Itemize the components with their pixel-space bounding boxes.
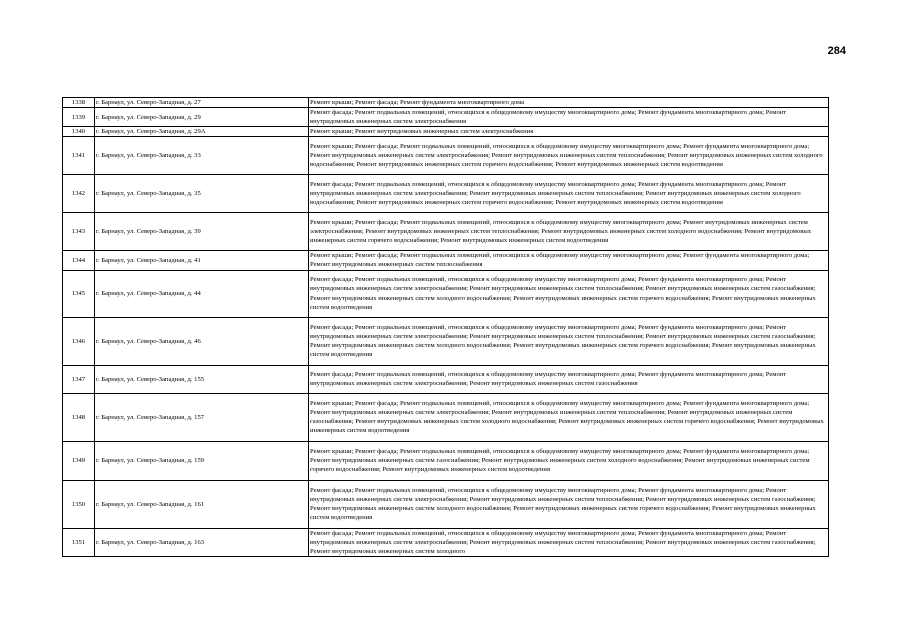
row-address: г. Барнаул, ул. Северо-Западная, д. 44 <box>95 270 309 317</box>
row-works: Ремонт фасада; Ремонт подвальных помещений, относящихся к общедомовому имуществу многоквартирного дома; Ремонт фундамента многоквартирного дома; Ремонт внутридомовых инженерных систем электроснабжения <box>309 108 829 127</box>
table-row <box>63 98 829 108</box>
row-works: Ремонт фасада; Ремонт подвальных помещений, относящихся к общедомовому имуществу многоквартирного дома; Ремонт фундамента многоквартирного дома; Ремонт внутридомовых инженерных систем электроснабжения; Ремонт внутридомовых инженерных систем газоснабжения <box>309 365 829 393</box>
repair-registry-table <box>62 97 829 557</box>
row-address: г. Барнаул, ул. Северо-Западная, д. 41 <box>95 251 309 270</box>
row-works: Ремонт крыши; Ремонт фасада; Ремонт подвальных помещений, относящихся к общедомовому имуществу многоквартирного дома; Ремонт фундамента многоквартирного дома; Ремонт внутридомовых инженерных систем электроснабжения; Ремонт внутридомовых инженерных систем теплоснабжения; Ремонт внутридомовых инженерных систем газоснабжения; Ремонт внутридомовых инженерных систем холодного водоснабжения; Ремонт внутридомовых инженерных систем горячего водоснабжения; Ремонт внутридомовых инженерных систем водоотведения <box>309 393 829 441</box>
row-number: 1344 <box>63 251 95 270</box>
row-works: Ремонт фасада; Ремонт подвальных помещений, относящихся к общедомовому имуществу многоквартирного дома; Ремонт фундамента многоквартирного дома; Ремонт внутридомовых инженерных систем электроснабжения; Ремонт внутридомовых инженерных систем теплоснабжения; Ремонт внутридомовых инженерных систем газоснабжения; Ремонт внутридомовых инженерных систем холодного <box>309 528 829 556</box>
row-number: 1350 <box>63 480 95 528</box>
row-address: г. Барнаул, ул. Северо-Западная, д. 27 <box>95 98 309 108</box>
row-works: Ремонт фасада; Ремонт подвальных помещений, относящихся к общедомовому имуществу многоквартирного дома; Ремонт фундамента многоквартирного дома; Ремонт внутридомовых инженерных систем электроснабжения; Ремонт внутридомовых инженерных систем теплоснабжения; Ремонт внутридомовых инженерных систем газоснабжения; Ремонт внутридомовых инженерных систем холодного водоснабжения; Ремонт внутридомовых инженерных систем горячего водоснабжения; Ремонт внутридомовых инженерных систем водоотведения <box>309 317 829 365</box>
table-row <box>63 127 829 137</box>
row-number: 1351 <box>63 528 95 556</box>
row-number: 1340 <box>63 127 95 137</box>
row-number: 1338 <box>63 98 95 108</box>
table-row <box>63 175 829 213</box>
row-number: 1349 <box>63 441 95 480</box>
row-number: 1341 <box>63 137 95 175</box>
table-body <box>63 98 829 557</box>
row-number: 1342 <box>63 175 95 213</box>
row-address: г. Барнаул, ул. Северо-Западная, д. 39 <box>95 213 309 251</box>
row-address: г. Барнаул, ул. Северо-Западная, д. 161 <box>95 480 309 528</box>
row-address: г. Барнаул, ул. Северо-Западная, д. 157 <box>95 393 309 441</box>
row-works: Ремонт крыши; Ремонт фасада; Ремонт фундамента многоквартирного дома <box>309 98 829 108</box>
row-number: 1348 <box>63 393 95 441</box>
row-address: г. Барнаул, ул. Северо-Западная, д. 29А <box>95 127 309 137</box>
row-address: г. Барнаул, ул. Северо-Западная, д. 46 <box>95 317 309 365</box>
row-works: Ремонт крыши; Ремонт фасада; Ремонт подвальных помещений, относящихся к общедомовому имуществу многоквартирного дома; Ремонт фундамента многоквартирного дома; Ремонт внутридомовых инженерных систем газоснабжения; Ремонт внутридомовых инженерных систем холодного водоснабжения; Ремонт внутридомовых инженерных систем горячего водоснабжения; Ремонт внутридомовых инженерных систем водоотведения <box>309 441 829 480</box>
table-row <box>63 213 829 251</box>
row-number: 1339 <box>63 108 95 127</box>
table-row <box>63 251 829 270</box>
table-row <box>63 270 829 317</box>
table-row <box>63 528 829 556</box>
row-works: Ремонт крыши; Ремонт фасада; Ремонт подвальных помещений, относящихся к общедомовому имуществу многоквартирного дома; Ремонт фундамента многоквартирного дома; Ремонт внутридомовых инженерных систем теплоснабжения <box>309 251 829 270</box>
row-works: Ремонт крыши; Ремонт фасада; Ремонт подвальных помещений, относящихся к общедомовому имуществу многоквартирного дома; Ремонт внутридомовых инженерных систем электроснабжения; Ремонт внутридомовых инженерных систем теплоснабжения; Ремонт внутридомовых инженерных систем холодного водоснабжения; Ремонт внутридомовых инженерных систем горячего водоснабжения; Ремонт внутридомовых инженерных систем водоотведения <box>309 213 829 251</box>
table-row <box>63 137 829 175</box>
row-address: г. Барнаул, ул. Северо-Западная, д. 159 <box>95 441 309 480</box>
row-works: Ремонт фасада; Ремонт подвальных помещений, относящихся к общедомовому имуществу многоквартирного дома; Ремонт фундамента многоквартирного дома; Ремонт внутридомовых инженерных систем электроснабжения; Ремонт внутридомовых инженерных систем теплоснабжения; Ремонт внутридомовых инженерных систем газоснабжения; Ремонт внутридомовых инженерных систем холодного водоснабжения; Ремонт внутридомовых инженерных систем горячего водоснабжения; Ремонт внутридомовых инженерных систем водоотведения <box>309 480 829 528</box>
row-number: 1343 <box>63 213 95 251</box>
row-works: Ремонт фасада; Ремонт подвальных помещений, относящихся к общедомовому имуществу многоквартирного дома; Ремонт фундамента многоквартирного дома; Ремонт внутридомовых инженерных систем электроснабжения; Ремонт внутридомовых инженерных систем теплоснабжения; Ремонт внутридомовых инженерных систем газоснабжения; Ремонт внутридомовых инженерных систем холодного водоснабжения; Ремонт внутридомовых инженерных систем горячего водоснабжения; Ремонт внутридомовых инженерных систем водоотведения <box>309 270 829 317</box>
row-number: 1346 <box>63 317 95 365</box>
table-row <box>63 317 829 365</box>
row-works: Ремонт крыши; Ремонт фасада; Ремонт подвальных помещений, относящихся к общедомовому имуществу многоквартирного дома; Ремонт фундамента многоквартирного дома; Ремонт внутридомовых инженерных систем электроснабжения; Ремонт внутридомовых инженерных систем теплоснабжения; Ремонт внутридомовых инженерных систем холодного водоснабжения; Ремонт внутридомовых инженерных систем горячего водоснабжения; Ремонт внутридомовых инженерных систем водоотведения <box>309 137 829 175</box>
row-address: г. Барнаул, ул. Северо-Западная, д. 33 <box>95 137 309 175</box>
table-row <box>63 480 829 528</box>
row-works: Ремонт крыши; Ремонт внутридомовых инженерных систем электроснабжения <box>309 127 829 137</box>
row-works: Ремонт фасада; Ремонт подвальных помещений, относящихся к общедомовому имуществу многоквартирного дома; Ремонт фундамента многоквартирного дома; Ремонт внутридомовых инженерных систем электроснабжения; Ремонт внутридомовых инженерных систем теплоснабжения; Ремонт внутридомовых инженерных систем холодного водоснабжения; Ремонт внутридомовых инженерных систем горячего водоснабжения; Ремонт внутридомовых инженерных систем водоотведения <box>309 175 829 213</box>
row-address: г. Барнаул, ул. Северо-Западная, д. 163 <box>95 528 309 556</box>
row-number: 1345 <box>63 270 95 317</box>
page-number: 284 <box>827 45 846 57</box>
row-address: г. Барнаул, ул. Северо-Западная, д. 29 <box>95 108 309 127</box>
row-address: г. Барнаул, ул. Северо-Западная, д. 155 <box>95 365 309 393</box>
table-row <box>63 108 829 127</box>
row-address: г. Барнаул, ул. Северо-Западная, д. 35 <box>95 175 309 213</box>
table-row <box>63 441 829 480</box>
table-row <box>63 393 829 441</box>
table-row <box>63 365 829 393</box>
row-number: 1347 <box>63 365 95 393</box>
